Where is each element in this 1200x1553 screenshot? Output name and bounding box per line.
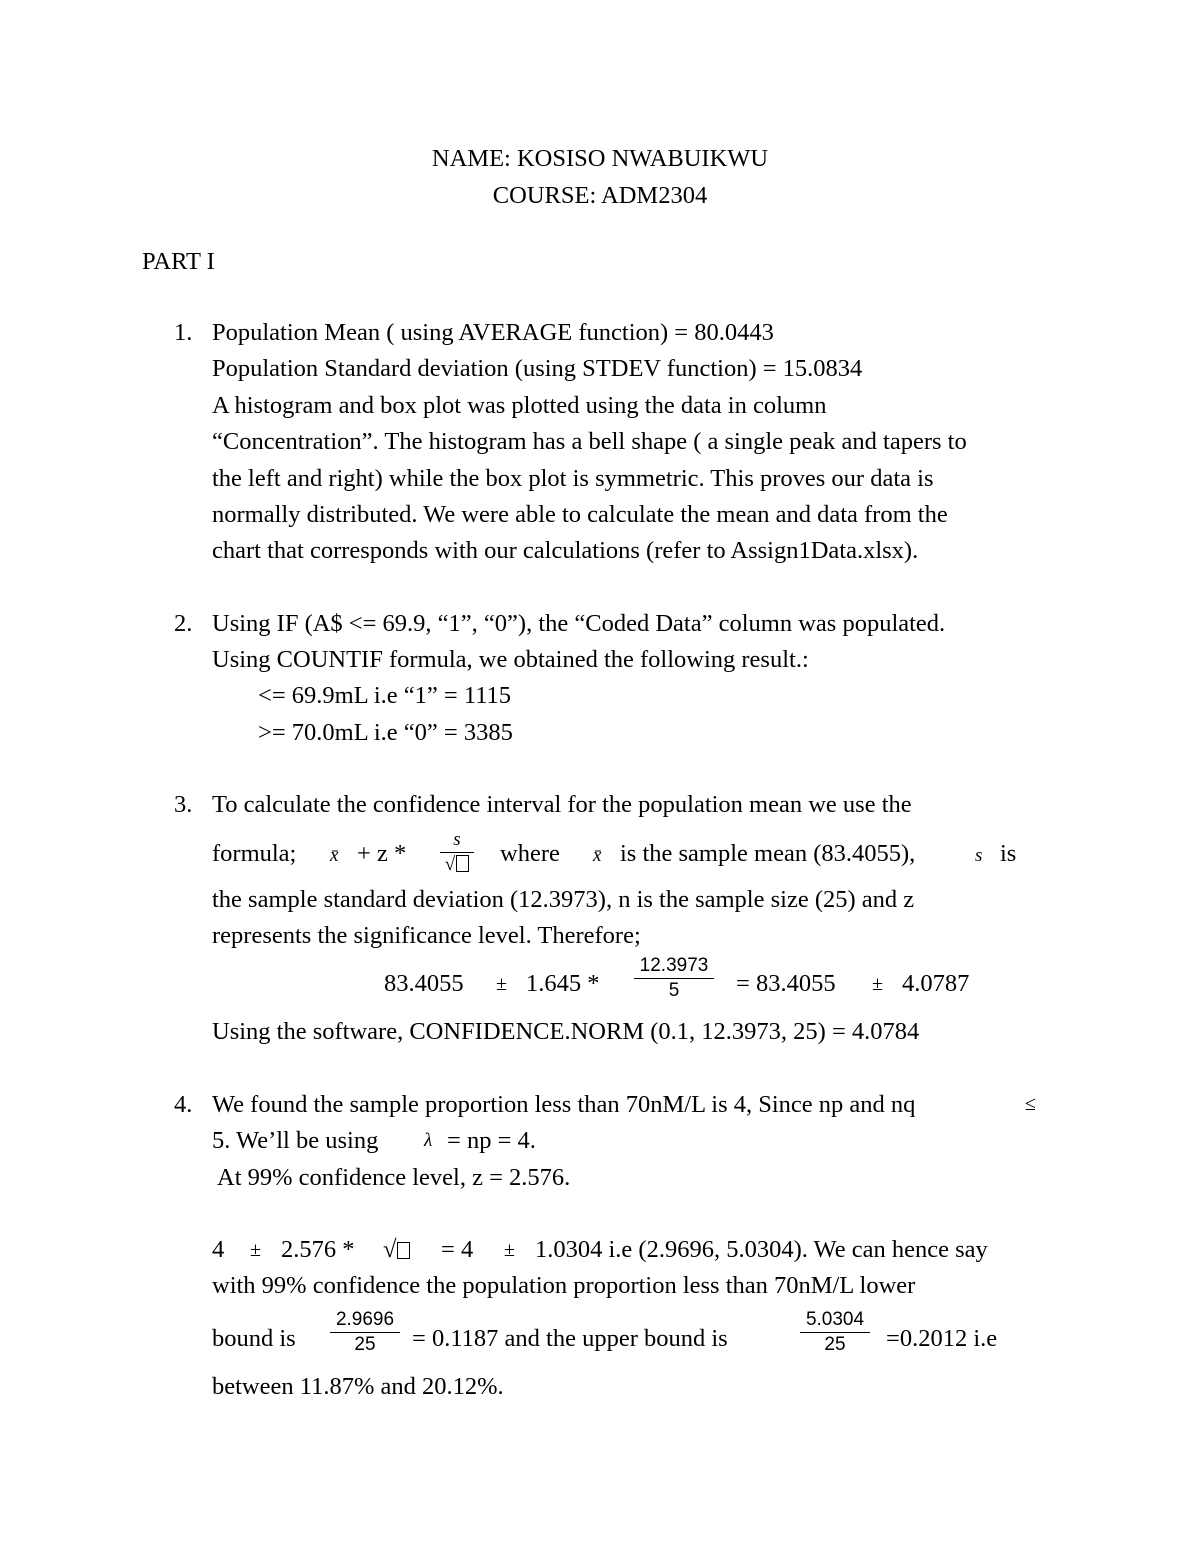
q4-line: 1.0304 i.e (2.9696, 5.0304). We can hence say [535, 1236, 988, 1263]
q2-line: Using COUNTIF formula, we obtained the following result.: [212, 646, 809, 673]
s-symbol: s [975, 845, 983, 866]
q3-where: where [500, 840, 560, 867]
q3-is: is [1000, 840, 1017, 867]
q1-line: “Concentration”. The histogram has a bell shape ( a single peak and tapers to [212, 428, 967, 455]
q2-result: <= 69.9mL i.e “1” = 1115 [258, 682, 512, 709]
sqrt-symbol: √ [383, 1236, 397, 1263]
q3-line: represents the significance level. Therefore; [212, 922, 641, 949]
q2-result: >= 70.0mL i.e “0” = 3385 [258, 719, 513, 746]
fraction-bar [440, 852, 474, 853]
fraction-denominator: 25 [824, 1333, 846, 1355]
q4-line: 5. We’ll be using [212, 1127, 379, 1154]
fraction-numerator: 5.0304 [805, 1309, 865, 1330]
q4-number: 4. [174, 1091, 193, 1118]
lower-bound-fraction [330, 1310, 400, 1355]
fraction-numerator: 12.3973 [639, 955, 709, 976]
q3-number: 3. [174, 791, 193, 818]
q4-line: = 0.1187 and the upper bound is [412, 1325, 728, 1352]
plus-minus: ± [496, 973, 507, 995]
calc-4: 4 [212, 1236, 225, 1263]
q1-line: chart that corresponds with our calculations (refer to Assign1Data.xlsx). [212, 537, 919, 564]
calc-result: 4.0787 [902, 970, 970, 997]
q3-line: the sample standard deviation (12.3973), n is the sample size (25) and z [212, 886, 915, 913]
fraction-bar [330, 1332, 400, 1333]
lambda-symbol: λ [424, 1130, 433, 1151]
q3-formula-label: formula; [212, 840, 297, 867]
q1-line: Population Mean ( using AVERAGE function) = 80.0443 [212, 319, 774, 346]
calc-z: 1.645 * [526, 970, 600, 997]
fraction-numerator: s [453, 829, 461, 850]
ci-fraction [634, 956, 714, 1001]
course-code: COURSE: ADM2304 [492, 182, 708, 209]
plus-minus: ± [872, 973, 883, 995]
calc-eq: = 4 [441, 1236, 474, 1263]
fraction-denominator: 25 [354, 1333, 376, 1355]
q3-sample-mean-text: is the sample mean (83.4055), [620, 840, 916, 867]
calc-mean: 83.4055 [384, 970, 464, 997]
s-over-sqrt-n-fraction [440, 830, 474, 875]
q1-line: Population Standard deviation (using STDEV function) = 15.0834 [212, 355, 863, 382]
q1-line: normally distributed. We were able to calculate the mean and data from the [212, 501, 948, 528]
leq-symbol: ≤ [1025, 1093, 1036, 1115]
q4-line: We found the sample proportion less than 70nM/L is 4, Since np and nq [212, 1091, 916, 1118]
q4-line: = np = 4. [447, 1127, 536, 1154]
q4-line: =0.2012 i.e [886, 1325, 998, 1352]
q2-line: Using IF (A$ <= 69.9, “1”, “0”), the “Coded Data” column was populated. [212, 610, 946, 637]
calc-eq: = 83.4055 [736, 970, 836, 997]
placeholder-box-icon [397, 1242, 410, 1259]
part-title: PART I [142, 248, 215, 275]
q4-line: with 99% confidence the population proportion less than 70nM/L lower [212, 1272, 916, 1299]
plus-minus: ± [504, 1239, 515, 1261]
q4-line: At 99% confidence level, z = 2.576. [217, 1164, 571, 1191]
q4-line: between 11.87% and 20.12%. [212, 1373, 504, 1400]
fraction-numerator: 2.9696 [335, 1309, 395, 1330]
bound-is: bound is [212, 1325, 296, 1352]
q1-number: 1. [174, 319, 193, 346]
plus-z: + z * [357, 840, 407, 867]
q2-number: 2. [174, 610, 193, 637]
student-name: NAME: KOSISO NWABUIKWU [431, 145, 769, 172]
fraction-bar [634, 978, 714, 979]
sqrt-expression [383, 1238, 410, 1263]
sqrt-symbol: √ [444, 853, 456, 875]
xbar-symbol: x̄ [593, 845, 602, 866]
fraction-denominator: 5 [668, 979, 680, 1001]
upper-bound-fraction [800, 1310, 870, 1355]
q3-line: To calculate the confidence interval for the population mean we use the [212, 791, 912, 818]
plus-minus: ± [250, 1239, 261, 1261]
placeholder-box-icon [456, 855, 469, 872]
fraction-denominator [445, 855, 469, 875]
q3-line: Using the software, CONFIDENCE.NORM (0.1, 12.3973, 25) = 4.0784 [212, 1018, 920, 1045]
fraction-bar [800, 1332, 870, 1333]
xbar-symbol: x̄ [330, 845, 339, 866]
q1-line: A histogram and box plot was plotted using the data in column [212, 392, 827, 419]
q1-line: the left and right) while the box plot is symmetric. This proves our data is [212, 465, 934, 492]
calc-z: 2.576 * [281, 1236, 355, 1263]
